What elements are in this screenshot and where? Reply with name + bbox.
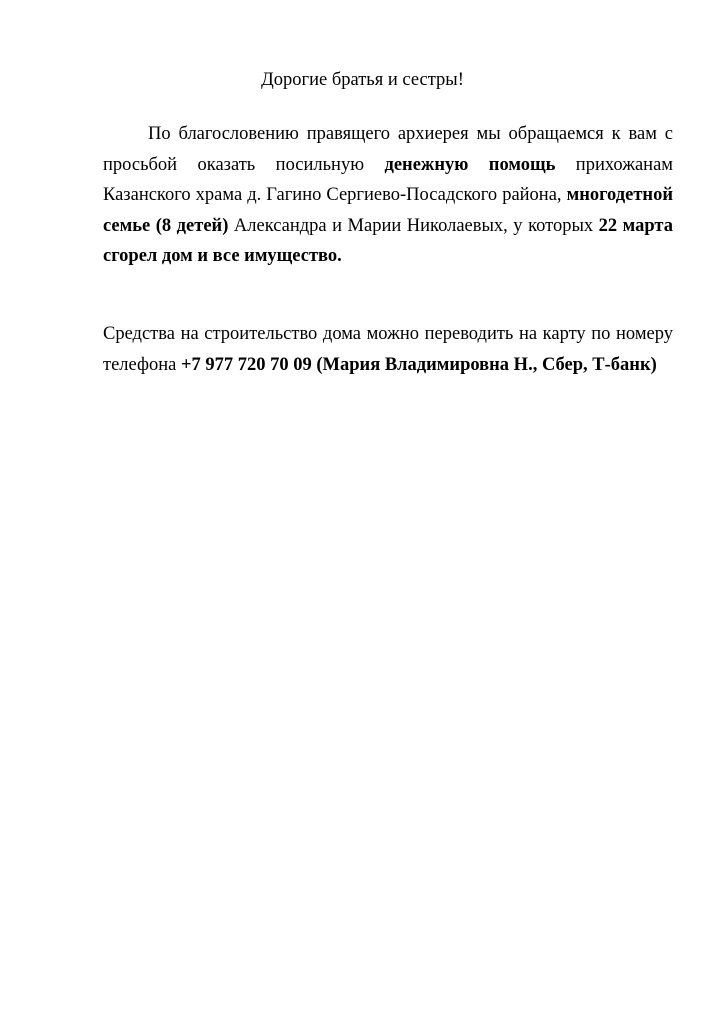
greeting-heading: Дорогие братья и сестры! — [261, 70, 464, 90]
payment-paragraph — [103, 319, 673, 380]
appeal-text-3: Александра и Марии Николаевых, у которых — [228, 215, 599, 236]
appeal-bold-fire-date: 22 марта сгорел дом и все имущество. — [103, 215, 674, 266]
appeal-text-1: По благословению правящего архиерея мы обращаемся к вам с просьбой оказать посильную — [103, 124, 673, 175]
appeal-bold-large-family: многодетной семье (8 детей) — [103, 185, 673, 236]
payment-phone-details: +7 977 720 70 09 (Мария Владимировна Н., Сбер, Т-банк) — [180, 354, 657, 375]
appeal-text-2: прихожанам Казанского храма д. Гагино Сергиево-Посадского района, — [103, 154, 674, 205]
appeal-bold-money-help: денежную помощь — [384, 154, 556, 175]
payment-text: Средства на строительство дома можно переводить на карту по номеру телефона — [103, 324, 673, 375]
appeal-paragraph — [103, 119, 673, 272]
